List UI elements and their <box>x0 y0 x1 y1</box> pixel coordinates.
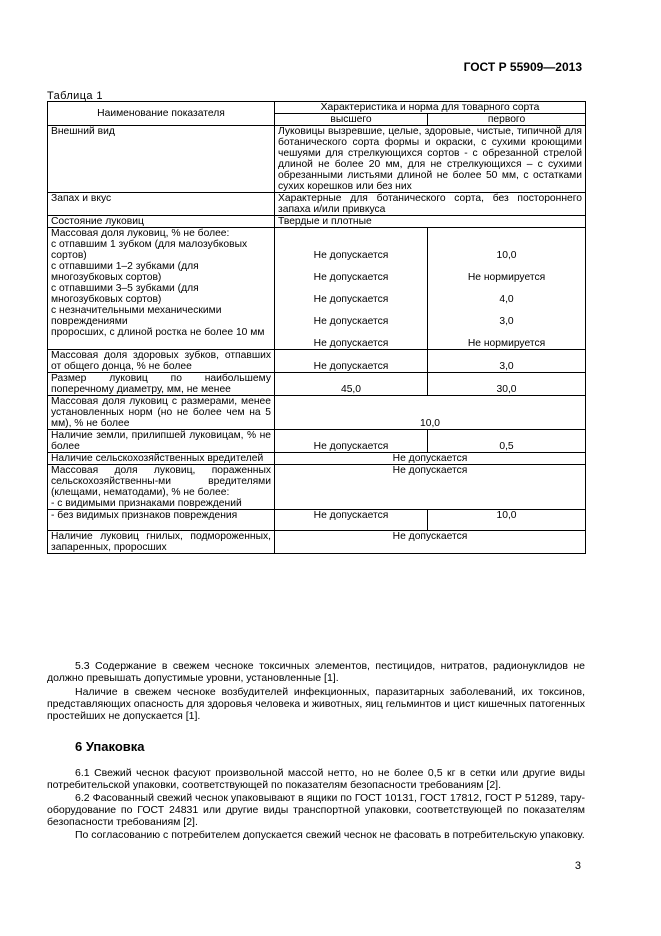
row-value-rotten: Не допускается <box>275 531 586 554</box>
mass-share-item: с незначительными механическими повреждениями <box>51 305 222 327</box>
mass-share-high: Не допускается <box>313 272 389 283</box>
row-value-pests: Не допускается <box>275 453 586 465</box>
paragraph-6-2-text: 6.2 Фасованный свежий чеснок упаковывают в ящики по ГОСТ 10131, ГОСТ 17812, ГОСТ Р 51289, тару-оборудование по ГОСТ 24831 или другие виды транспортной упаковки, соответствующей по показателям безопасности требованиям [2]. <box>47 792 585 828</box>
damaged-by-pests-title: Массовая доля луковиц, пораженных сельскохозяйственны-ми вредителями (клещами, нематодами), % не более: <box>51 465 271 498</box>
paragraph-6-3 <box>47 829 585 841</box>
row-high-soil: Не допускается <box>275 430 428 453</box>
row-high-damaged-hidden: Не допускается <box>275 510 428 531</box>
row-value-state: Твердые и плотные <box>275 216 586 228</box>
damaged-visible-label: - с видимыми признаками повреждений <box>51 498 242 509</box>
mass-share-high-values <box>275 228 428 350</box>
row-name-smell: Запах и вкус <box>48 193 275 216</box>
table-row <box>48 193 586 216</box>
mass-share-high: Не допускается <box>313 316 389 327</box>
row-high-diameter: 45,0 <box>275 373 428 396</box>
table-row <box>48 126 586 193</box>
mass-share-first: 3,0 <box>499 316 514 327</box>
paragraph-5-3 <box>47 660 585 684</box>
mass-share-first-values <box>428 228 586 350</box>
mass-share-item: с отпавшим 1 зубком (для малозубковых сортов) <box>51 239 248 261</box>
row-first-damaged-hidden: 10,0 <box>428 510 586 531</box>
table-row <box>48 453 586 465</box>
table-row <box>48 510 586 531</box>
paragraph-5-3-text: 5.3 Содержание в свежем чесноке токсичных элементов, пестицидов, нитратов, радионуклидов не должно превышать допустимые уровни, установленные [1]. <box>47 660 585 684</box>
table-row <box>48 350 586 373</box>
row-name-soil: Наличие земли, прилипшей луковицам, % не более <box>48 430 275 453</box>
row-first-diameter: 30,0 <box>428 373 586 396</box>
document-code: ГОСТ Р 55909—2013 <box>463 60 582 74</box>
mass-share-first: 4,0 <box>499 294 514 305</box>
table-row <box>48 531 586 554</box>
table-row <box>48 430 586 453</box>
row-name-damaged-by-pests <box>48 465 275 510</box>
mass-share-high: Не допускается <box>313 294 389 305</box>
table-row <box>48 373 586 396</box>
row-name-diameter: Размер луковиц по наибольшему поперечному диаметру, мм, не менее <box>48 373 275 396</box>
paragraph-6-1 <box>47 767 585 791</box>
row-high-healthy-cloves: Не допускается <box>275 350 428 373</box>
paragraph-6-2 <box>47 792 585 828</box>
column-header-group: Характеристика и норма для товарного сорта <box>275 102 586 114</box>
table-row <box>48 228 586 350</box>
row-name-appearance: Внешний вид <box>48 126 275 193</box>
row-value-appearance: Луковицы вызревшие, целые, здоровые, чистые, типичной для ботанического сорта формы и окраски, с сухими кроющими чешуями для стрелкующихся сортов - с обрезанной стрелой длиной не более 20 мм, для не стрелкующихся – с сухими обрезанными листьями длиной не более 50 мм, с остатками сухих корешков или без них <box>275 126 586 193</box>
row-value-smell: Характерные для ботанического сорта, без постороннего запаха и/или привкуса <box>275 193 586 216</box>
mass-share-item: с отпавшими 1–2 зубками (для многозубковых сортов) <box>51 261 199 283</box>
mass-share-high: Не допускается <box>313 250 389 261</box>
row-first-soil: 0,5 <box>428 430 586 453</box>
mass-share-first: 10,0 <box>496 250 517 261</box>
mass-share-item: с отпавшими 3–5 зубками (для многозубковых сортов) <box>51 283 199 305</box>
column-header-name: Наименование показателя <box>48 102 275 126</box>
paragraph-6-3-text: По согласованию с потребителем допускается свежий чеснок не фасовать в потребительскую упаковку. <box>75 829 585 841</box>
table-row <box>48 465 586 510</box>
mass-share-high: Не допускается <box>313 338 389 349</box>
table-row <box>48 216 586 228</box>
table-header-row <box>48 102 586 114</box>
row-name-healthy-cloves: Массовая доля здоровых зубков, отпавших от общего донца, % не более <box>48 350 275 373</box>
row-value-undersize: 10,0 <box>275 396 586 430</box>
mass-share-first: Не нормируется <box>467 272 546 283</box>
row-value-damaged-visible: Не допускается <box>275 465 586 510</box>
row-name-mass-share <box>48 228 275 350</box>
row-first-healthy-cloves: 3,0 <box>428 350 586 373</box>
paragraph-6-1-text: 6.1 Свежий чеснок фасуют произвольной массой нетто, но не более 0,5 кг в сетки или другие виды потребительской упаковки, соответствующей по показателям безопасности требованиям [2]. <box>47 767 585 791</box>
row-name-pests: Наличие сельскохозяйственных вредителей <box>48 453 275 465</box>
table-label: Таблица 1 <box>47 90 103 102</box>
row-name-damaged-hidden: - без видимых признаков повреждения <box>48 510 275 531</box>
paragraph-5-3-continued <box>47 686 585 722</box>
row-name-rotten: Наличие луковиц гнилых, подмороженных, запаренных, проросших <box>48 531 275 554</box>
spec-table <box>47 101 586 554</box>
table-row <box>48 396 586 430</box>
row-name-undersize: Массовая доля луковиц с размерами, менее установленных норм (но не более чем на 5 мм), % не более <box>48 396 275 430</box>
mass-share-title: Массовая доля луковиц, % не более: <box>51 228 230 239</box>
column-header-first: первого <box>428 114 586 126</box>
section-6-title: 6 Упаковка <box>75 739 145 754</box>
paragraph-5-3-continued-text: Наличие в свежем чесноке возбудителей инфекционных, паразитарных заболеваний, их токсинов, представляющих опасность для здоровья человека и животных, яиц гельминтов и цист кишечных патогенных простейших не допускается [1]. <box>47 686 585 722</box>
mass-share-first: Не нормируется <box>467 338 546 349</box>
column-header-high: высшего <box>275 114 428 126</box>
page-number: 3 <box>574 860 581 872</box>
mass-share-item: проросших, с длиной ростка не более 10 мм <box>51 327 265 338</box>
row-name-state: Состояние луковиц <box>48 216 275 228</box>
